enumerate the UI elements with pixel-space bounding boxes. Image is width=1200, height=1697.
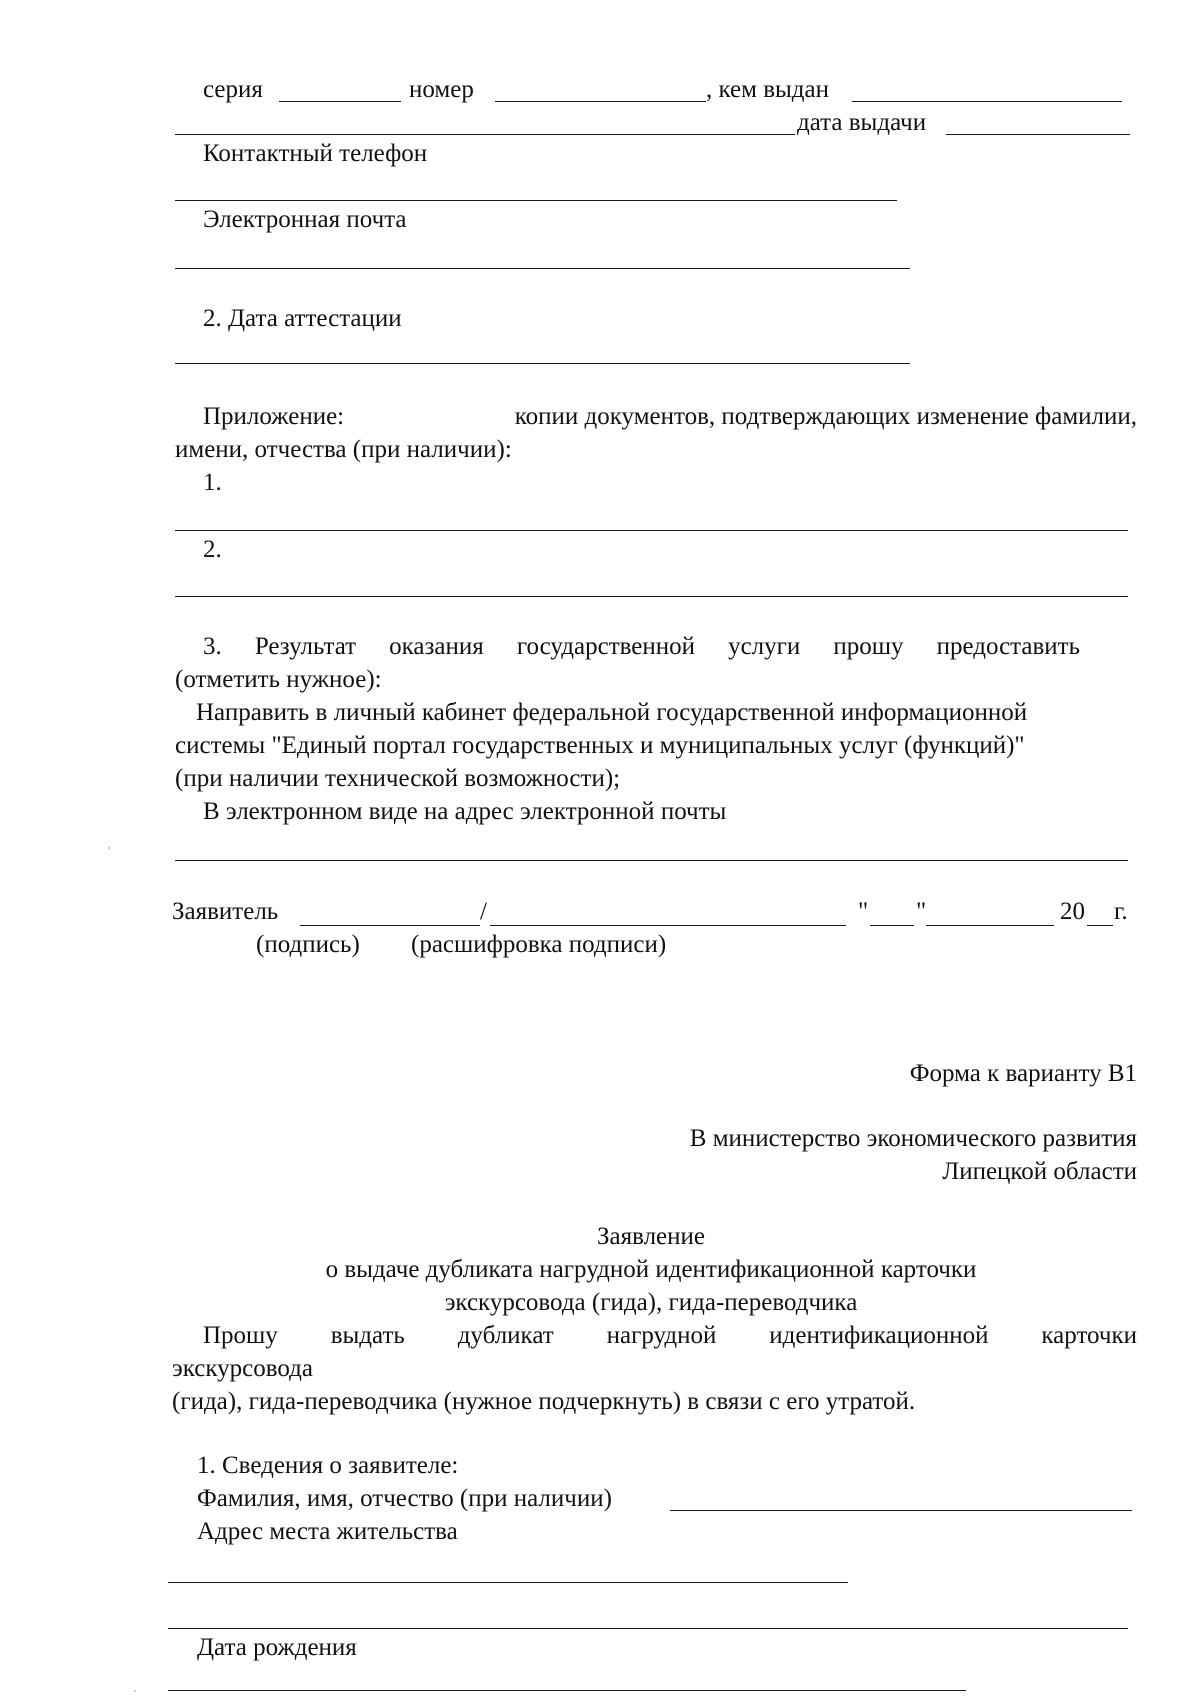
result-heading-line2: (отметить нужное): (175, 666, 382, 693)
scan-speck (108, 847, 110, 849)
date-month-field[interactable] (926, 925, 1054, 926)
passport-series-field[interactable] (279, 101, 401, 102)
addressee-line2: Липецкой области (942, 1158, 1137, 1185)
attachment-intro-cont: имени, отчества (при наличии): (175, 436, 512, 463)
passport-number-field[interactable] (495, 101, 706, 102)
passport-issue-date-label: дата выдачи (797, 109, 927, 136)
fio-label: Фамилия, имя, отчество (при наличии) (197, 1485, 612, 1512)
statement-title: Заявление (596, 1223, 706, 1250)
date-year-field[interactable] (1087, 925, 1113, 926)
signature-slash: / (480, 898, 487, 925)
date-year-suffix: г. (1114, 898, 1128, 925)
signature-decode-caption: (расшифровка подписи) (411, 931, 667, 958)
address-field-line1[interactable] (168, 1582, 848, 1583)
address-label: Адрес места жительства (197, 1518, 458, 1545)
statement-body-line2: экскурсовода (172, 1355, 313, 1382)
scan-speck (134, 1690, 136, 1692)
statement-subtitle-line1: о выдаче дубликата нагрудной идентификационной карточки (325, 1256, 977, 1283)
attestation-date-label: 2. Дата аттестации (203, 305, 402, 332)
date-day-field[interactable] (870, 925, 914, 926)
result-option-email: В электронном виде на адрес электронной почты (203, 798, 727, 825)
result-option-portal-line2: системы "Единый портал государственных и муниципальных услуг (функций)" (175, 732, 1025, 759)
date-quote-close: " (916, 898, 927, 925)
email-label: Электронная почта (203, 206, 407, 233)
addressee-line1: В министерство экономического развития (689, 1125, 1137, 1152)
applicant-info-heading: 1. Сведения о заявителе: (197, 1452, 459, 1479)
address-field-line2[interactable] (168, 1628, 1128, 1629)
attachment-item-2-number: 2. (203, 536, 222, 563)
passport-issue-date-field[interactable] (946, 134, 1130, 135)
passport-series-label: серия (203, 76, 263, 103)
passport-number-label: номер (409, 76, 474, 103)
passport-issued-by-field[interactable] (852, 101, 1122, 102)
birth-date-field[interactable] (168, 1690, 966, 1691)
attachment-intro-label: Приложение: (203, 403, 345, 430)
passport-issued-by-field-cont[interactable] (175, 134, 795, 135)
result-option-portal-line3: (при наличии технической возможности); (175, 765, 621, 792)
email-field[interactable] (175, 268, 910, 269)
attachment-intro-text: копии документов, подтверждающих изменение фамилии, (514, 403, 1137, 430)
attachment-item-1-field[interactable] (175, 530, 1128, 531)
result-heading-line1: 3. Результат оказания государственной услуги прошу предоставить (203, 633, 1080, 660)
attestation-date-field[interactable] (175, 363, 910, 364)
phone-field[interactable] (175, 200, 897, 201)
passport-issued-by-label: , кем выдан (706, 76, 829, 103)
statement-subtitle-line2: экскурсовода (гида), гида-переводчика (444, 1289, 858, 1316)
date-quote-open: " (858, 898, 869, 925)
signature-decode-field[interactable] (490, 925, 846, 926)
date-year-prefix: 20 (1060, 898, 1085, 925)
signature-caption: (подпись) (256, 931, 360, 958)
fio-field[interactable] (670, 1510, 1132, 1511)
signature-field[interactable] (300, 925, 480, 926)
attachment-item-2-field[interactable] (175, 596, 1128, 597)
result-option-portal-line1: Направить в личный кабинет федеральной государственной информационной (196, 699, 1028, 726)
applicant-label: Заявитель (172, 898, 279, 925)
statement-body-line1: Прошу выдать дубликат нагрудной идентификационной карточки (203, 1322, 1137, 1349)
form-variant-label: Форма к варианту В1 (909, 1060, 1137, 1087)
result-email-field[interactable] (175, 860, 1128, 861)
birth-date-label: Дата рождения (197, 1634, 357, 1661)
phone-label: Контактный телефон (203, 140, 428, 167)
statement-body-line3: (гида), гида-переводчика (нужное подчеркнуть) в связи с его утратой. (172, 1388, 916, 1415)
attachment-item-1-number: 1. (203, 469, 222, 496)
